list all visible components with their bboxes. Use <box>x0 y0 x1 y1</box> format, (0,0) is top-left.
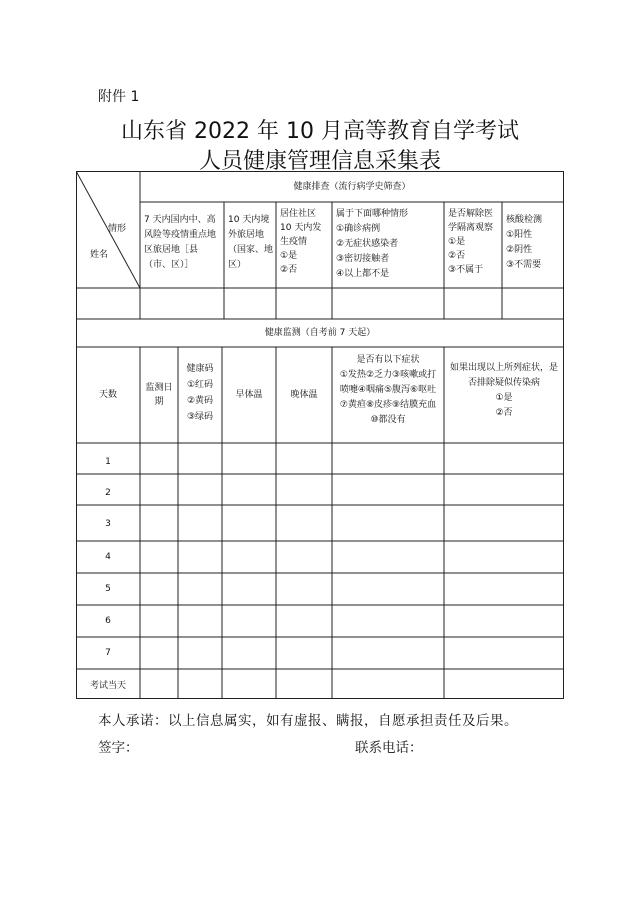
signature-label: 签字： <box>98 740 139 756</box>
monitoring-col-date: 监测日期 <box>145 383 173 407</box>
day-row-label: 3 <box>105 519 111 529</box>
day-row-label: 7 <box>105 648 111 658</box>
form-title-line1: 山东省 2022 年 10 月高等教育自学考试 <box>121 119 519 144</box>
day-row-label: 6 <box>105 616 111 626</box>
attachment-label: 附件 1 <box>98 89 140 105</box>
screening-col-overseas: 10 天内境外旅居地（国家、地区） <box>228 215 274 270</box>
monitoring-col-disease-excluded: 如果出现以上所列症状，是否排除疑似传染病 ①是 ②否 <box>449 363 558 418</box>
screening-col-nucleic-test: 核酸检测 ①阳性 ②阴性 ③不需要 <box>506 215 543 270</box>
phone-label: 联系电话： <box>355 740 423 756</box>
pledge-statement: 本人承诺：以上信息属实，如有虚报、瞒报，自愿承担责任及后果。 <box>98 713 518 729</box>
screening-col-isolation: 是否解除医学隔离观察 ①是 ②否 ③不属于 <box>448 209 494 275</box>
screening-col-community: 居住社区 10 天内发生疫情 ①是 ②否 <box>280 209 322 275</box>
screening-col-domestic-risk: 7 天内国内中、高风险等疫情重点地区旅居地［县（市、区）］ <box>144 215 217 270</box>
day-row-label-exam-day: 考试当天 <box>89 681 126 691</box>
corner-label-name: 姓名 <box>90 250 109 260</box>
screening-col-case-type: 属于下面哪种情形 ①确诊病例 ②无症状感染者 ③密切接触者 ④以上都不是 <box>336 209 409 279</box>
monitoring-col-day: 天数 <box>98 390 117 400</box>
day-row-label: 5 <box>105 584 111 594</box>
form-title-line2: 人员健康管理信息采集表 <box>198 149 441 174</box>
corner-label-situation: 情形 <box>108 224 127 234</box>
day-row-label: 1 <box>105 457 111 467</box>
day-row-label: 4 <box>105 552 111 562</box>
screening-header: 健康排查（流行病学史筛查） <box>293 182 411 192</box>
monitoring-header: 健康监测（自考前 7 天起） <box>264 328 376 338</box>
monitoring-col-symptoms: 是否有以下症状 ①发热②乏力③咳嗽或打喷嚏④咽痛⑤腹泻⑥呕吐⑦黄疸⑧皮疹⑨结膜充血⑩都没有 <box>339 355 437 425</box>
monitoring-col-morning-temp: 早体温 <box>235 390 263 400</box>
health-info-form-table <box>76 171 564 699</box>
monitoring-col-health-code: 健康码 ①红码 ②黄码 ③绿码 <box>186 364 214 422</box>
monitoring-col-evening-temp: 晚体温 <box>290 390 318 400</box>
day-row-label: 2 <box>105 488 111 498</box>
